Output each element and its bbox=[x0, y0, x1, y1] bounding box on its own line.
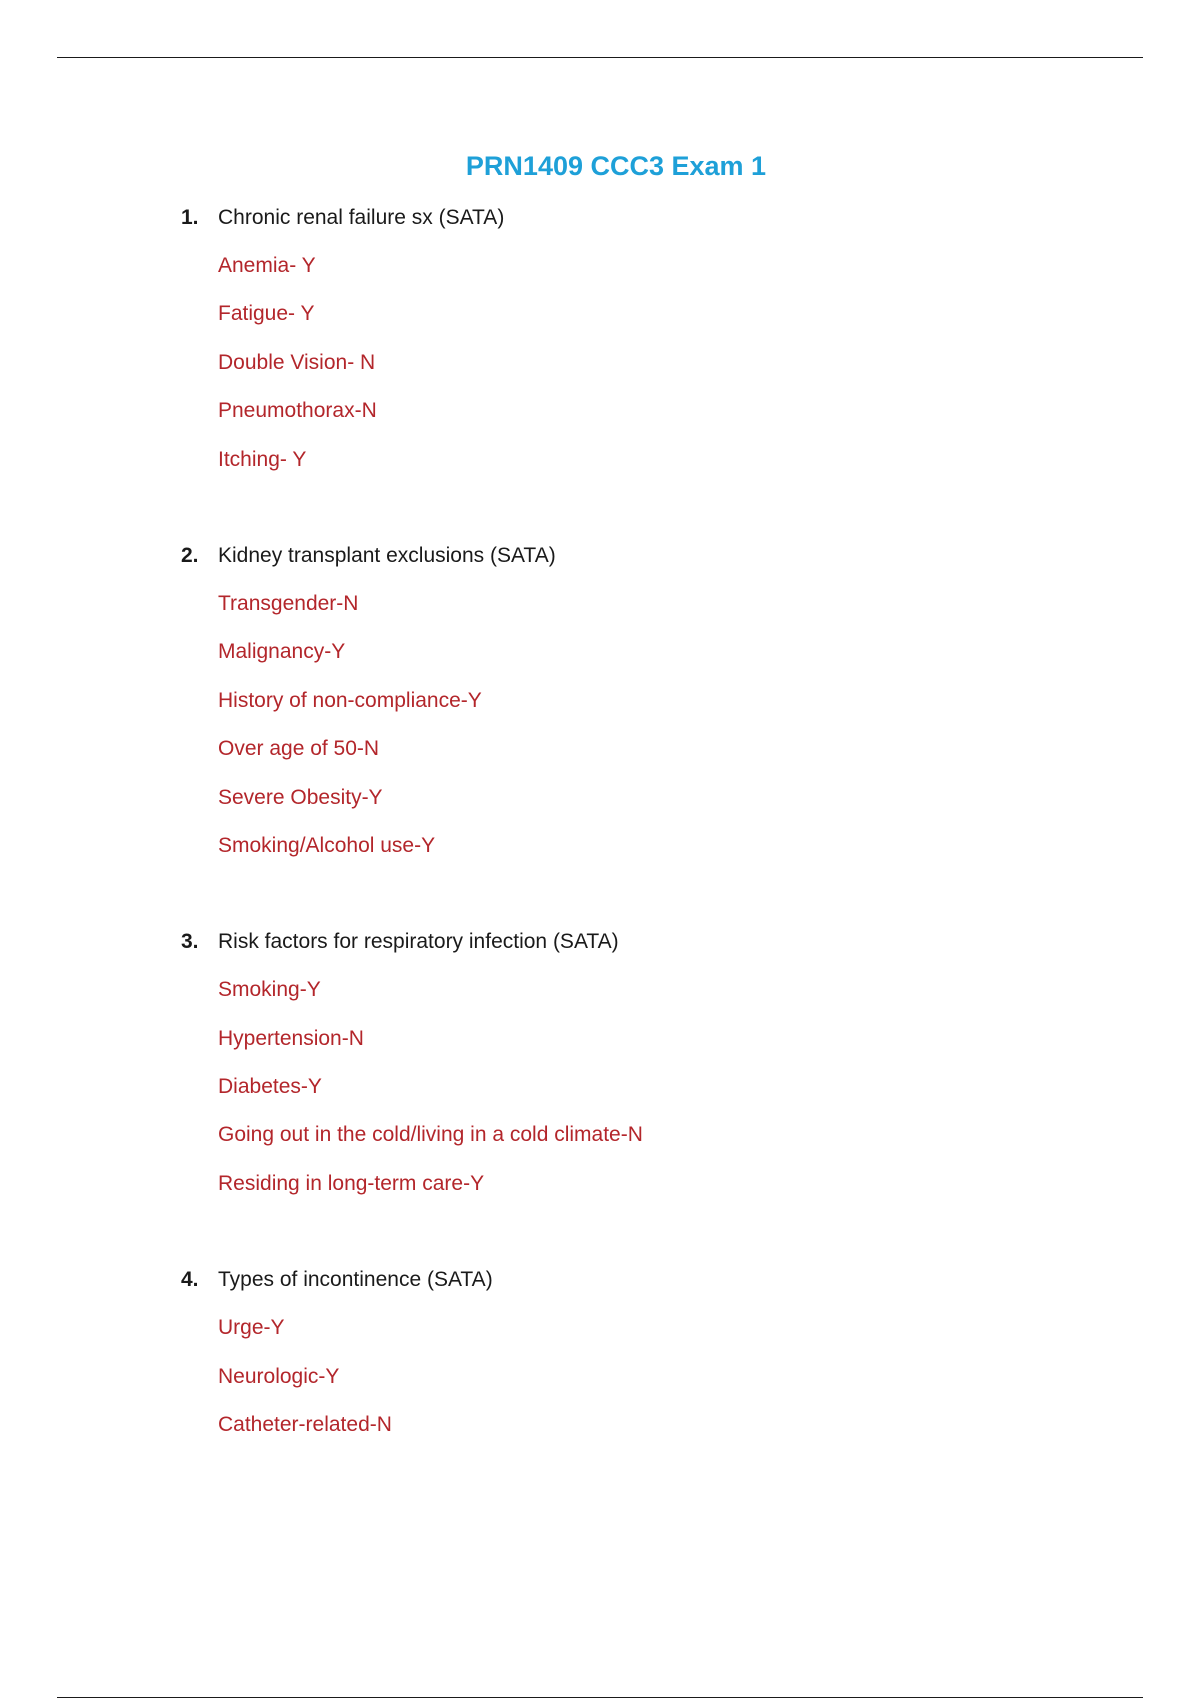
answer-list bbox=[0, 250, 1200, 492]
answer-item: Urge-Y bbox=[218, 1316, 285, 1340]
question-2 bbox=[0, 540, 1200, 878]
answer-item: Fatigue- Y bbox=[218, 302, 315, 326]
answer-item: Hypertension-N bbox=[218, 1026, 364, 1050]
answer-list bbox=[0, 1312, 1200, 1457]
question-number: 1. bbox=[181, 206, 199, 229]
question-row bbox=[0, 202, 1200, 234]
answer-list bbox=[0, 588, 1200, 878]
answer-item: Diabetes-Y bbox=[218, 1075, 322, 1099]
answer-item: Smoking-Y bbox=[218, 978, 321, 1002]
answer-item: Severe Obesity-Y bbox=[218, 785, 383, 809]
question-number: 4. bbox=[181, 1268, 199, 1292]
header-rule bbox=[57, 57, 1143, 58]
question-row bbox=[0, 1264, 1200, 1296]
question-4 bbox=[0, 1264, 1200, 1457]
answer-item: Transgender-N bbox=[218, 591, 359, 615]
answer-list bbox=[0, 974, 1200, 1216]
answer-item: Going out in the cold/living in a cold climate-N bbox=[218, 1123, 643, 1147]
answer-item: History of non-compliance-Y bbox=[218, 688, 482, 712]
question-1 bbox=[0, 202, 1200, 492]
footer-rule bbox=[57, 1697, 1143, 1698]
answer-item: Smoking/Alcohol use-Y bbox=[218, 833, 436, 857]
question-text: Types of incontinence (SATA) bbox=[218, 1268, 493, 1292]
question-text: Kidney transplant exclusions (SATA) bbox=[218, 543, 556, 567]
answer-item: Anemia- Y bbox=[218, 254, 316, 277]
question-row bbox=[0, 540, 1200, 572]
question-row bbox=[0, 926, 1200, 958]
answer-item: Residing in long-term care-Y bbox=[218, 1171, 485, 1195]
answer-item: Neurologic-Y bbox=[218, 1364, 340, 1388]
answer-item: Double Vision- N bbox=[218, 350, 376, 374]
answer-item: Pneumothorax-N bbox=[218, 399, 377, 423]
question-text: Risk factors for respiratory infection (SATA) bbox=[218, 930, 619, 954]
question-list bbox=[0, 202, 1200, 1505]
question-number: 2. bbox=[181, 543, 199, 567]
answer-item: Malignancy-Y bbox=[218, 640, 346, 664]
question-number: 3. bbox=[181, 930, 199, 954]
document-title: PRN1409 CCC3 Exam 1 bbox=[465, 151, 767, 181]
answer-item: Itching- Y bbox=[218, 447, 307, 471]
answer-item: Over age of 50-N bbox=[218, 737, 380, 761]
question-text: Chronic renal failure sx (SATA) bbox=[218, 206, 505, 229]
answer-item: Catheter-related-N bbox=[218, 1413, 392, 1437]
question-3 bbox=[0, 926, 1200, 1216]
